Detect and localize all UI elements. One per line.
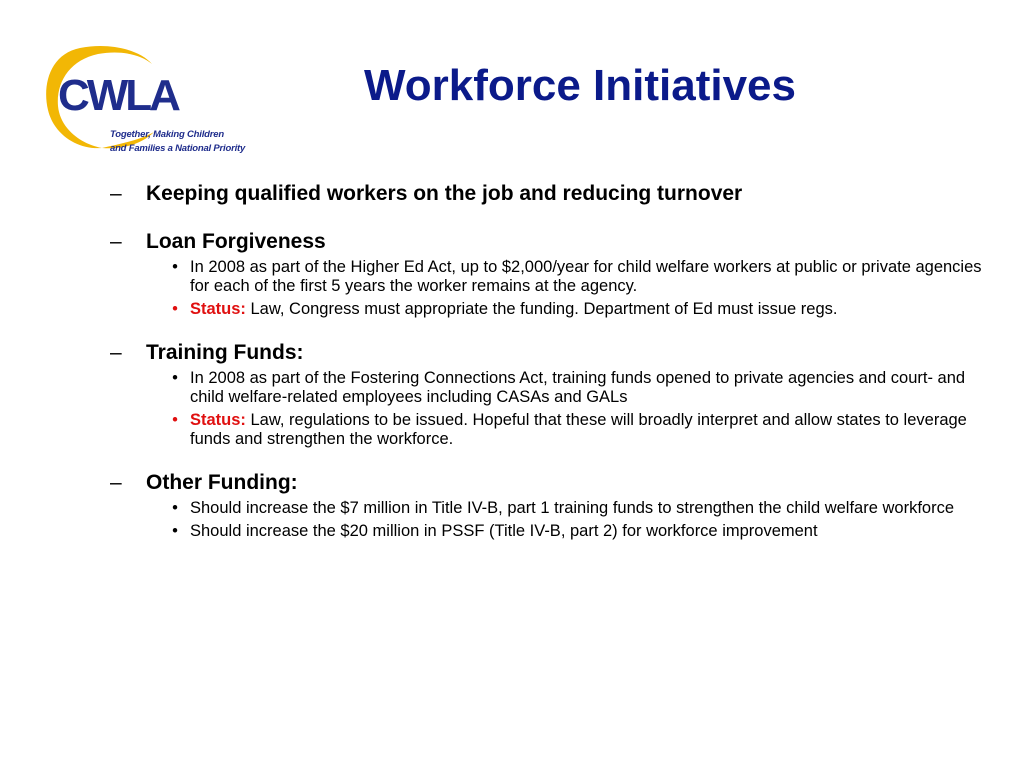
section-heading-text: Training Funds: [146,341,304,364]
bullet-text: Law, regulations to be issued. Hopeful that these will broadly interpret and allow states to leverage funds and strengthen the workforce. [190,411,967,448]
bullet-list [110,499,990,541]
logo-tagline-line2: and Families a National Priority [110,143,246,154]
dash-marker: – [110,471,122,494]
section-heading-text: Other Funding: [146,471,298,494]
bullet-list [110,258,990,319]
status-label: Status: [190,300,246,318]
section-other-funding [110,469,990,541]
dash-marker: – [110,230,122,253]
bullet-text: Should increase the $7 million in Title IV-B, part 1 training funds to strengthen the child welfare workforce [190,499,954,517]
bullet-marker: • [172,411,178,429]
slide-content [110,180,990,561]
dash-marker: – [110,341,122,364]
section-training-funds [110,339,990,449]
section-loan-forgiveness [110,228,990,319]
slide-title: Workforce Initiatives [364,61,796,110]
dash-marker: – [110,182,122,205]
status-label: Status: [190,411,246,429]
section-heading [110,180,990,208]
bullet-item [160,411,990,449]
section-heading [110,469,990,497]
bullet-text-container [190,300,990,319]
cwla-logo [40,40,246,160]
bullet-marker: • [172,258,178,276]
bullet-marker: • [172,499,178,517]
section-heading [110,228,990,256]
bullet-item [160,300,990,319]
bullet-text: Law, Congress must appropriate the funding. Department of Ed must issue regs. [245,300,838,318]
bullet-item [160,369,990,407]
bullet-text: Should increase the $20 million in PSSF (Title IV-B, part 2) for workforce improvement [190,522,818,540]
bullet-marker: • [172,300,178,318]
section-keeping-workers [110,180,990,208]
section-heading [110,339,990,367]
logo-tagline-line1: Together, Making Children [110,129,224,140]
bullet-marker: • [172,522,178,540]
section-heading-text: Keeping qualified workers on the job and reducing turnover [146,182,743,205]
bullet-text: In 2008 as part of the Fostering Connections Act, training funds opened to private agencies and court- and child welfare-related employees including CASAs and GALs [190,369,966,406]
bullet-item [160,522,990,541]
bullet-text-container [190,411,990,449]
bullet-text: In 2008 as part of the Higher Ed Act, up to $2,000/year for child welfare workers at public or private agencies for each of the first 5 years the worker remains at the agency. [190,258,982,295]
bullet-list [110,369,990,449]
bullet-marker: • [172,369,178,387]
cwla-wordmark: CWLA [58,71,178,120]
logo-tagline [110,128,250,156]
section-heading-text: Loan Forgiveness [146,230,326,253]
bullet-item [160,258,990,296]
bullet-item [160,499,990,518]
